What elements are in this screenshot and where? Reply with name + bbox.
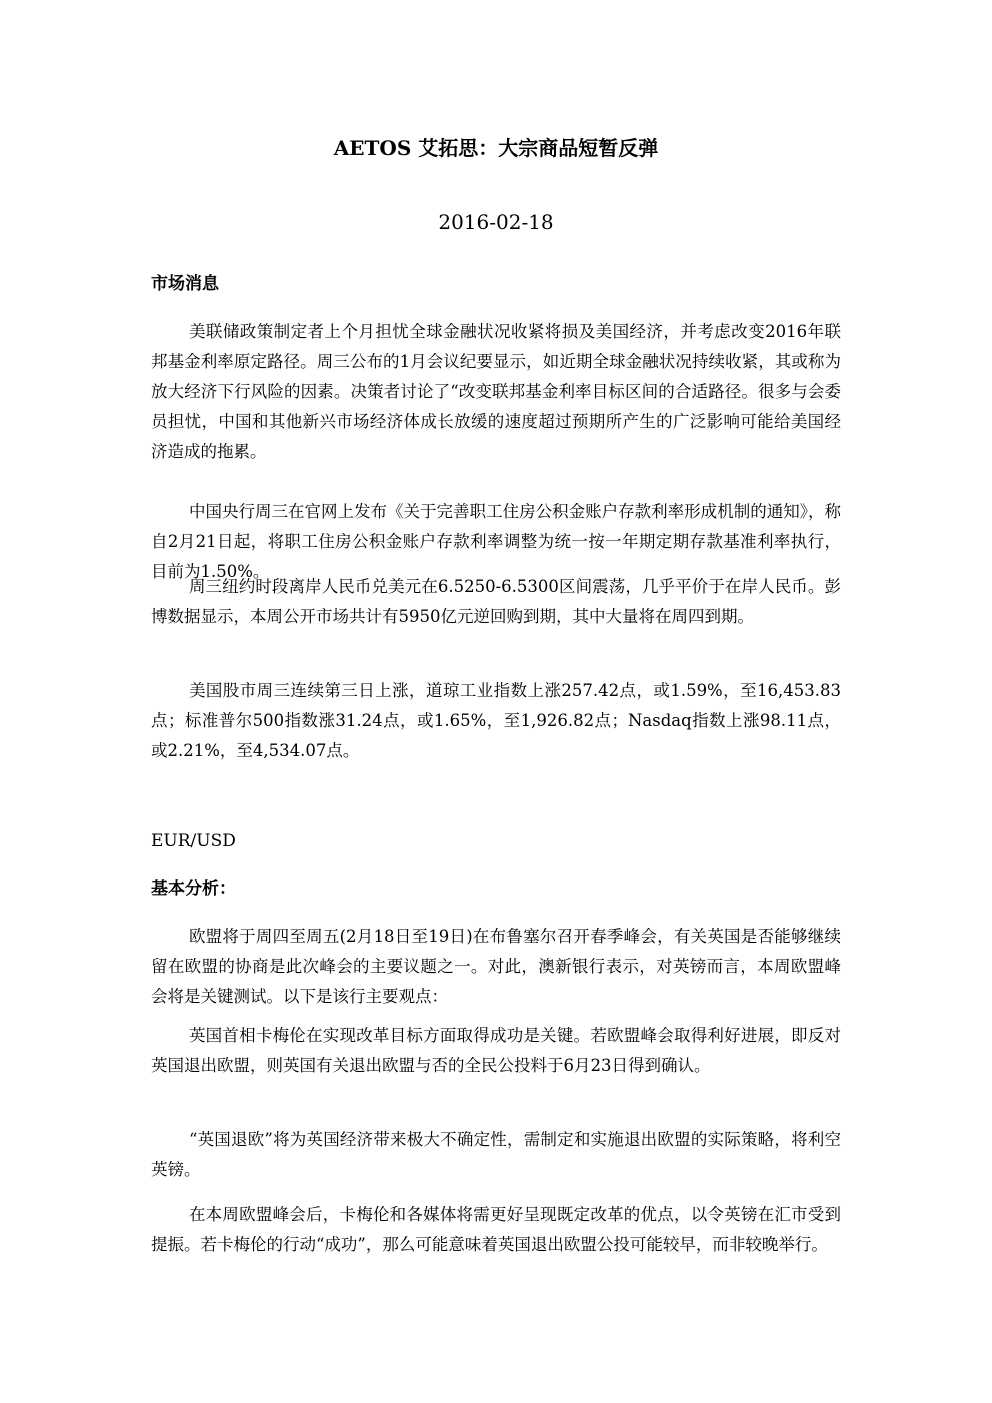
eurusd-paragraph-1: 欧盟将于周四至周五(2月18日至19日)在布鲁塞尔召开春季峰会，有关英国是否能够继续留在欧盟的协商是此次峰会的主要议题之一。对此，澳新银行表示，对英镑而言，本周欧盟峰会将是关键测试。以下是该行主要观点： [151,927,841,1006]
market-paragraph-3: 周三纽约时段离岸人民币兑美元在6.5250-6.5300区间震荡，几乎平价于在岸人民币。彭博数据显示，本周公开市场共计有5950亿元逆回购到期，其中大量将在周四到期。 [151,577,841,626]
currency-pair-label: EUR/USD [151,831,236,851]
fundamental-analysis-heading: 基本分析： [151,879,236,899]
market-paragraph-4: 美国股市周三连续第三日上涨，道琼工业指数上涨257.42点，或1.59%，至16,453.83点；标准普尔500指数涨31.24点，或1.65%，至1,926.82点；Nasdaq指数上涨98.11点，或2.21%，至4,534.07点。 [151,681,841,760]
document-date: 2016-02-18 [438,210,554,234]
eurusd-paragraph-4: 在本周欧盟峰会后，卡梅伦和各媒体将需更好呈现既定改革的优点，以令英镑在汇市受到提振。若卡梅伦的行动“成功”，那么可能意味着英国退出欧盟公投可能较早，而非较晚举行。 [151,1205,841,1254]
market-paragraph-2: 中国央行周三在官网上发布《关于完善职工住房公积金账户存款利率形成机制的通知》，称自2月21日起，将职工住房公积金账户存款利率调整为统一按一年期定期存款基准利率执行，目前为1.50%。 [151,502,841,581]
eurusd-paragraph-2: 英国首相卡梅伦在实现改革目标方面取得成功是关键。若欧盟峰会取得利好进展，即反对英国退出欧盟，则英国有关退出欧盟与否的全民公投料于6月23日得到确认。 [151,1026,841,1075]
document-title: AETOS 艾拓思：大宗商品短暂反弹 [333,136,659,160]
eurusd-paragraph-3: “英国退欧”将为英国经济带来极大不确定性，需制定和实施退出欧盟的实际策略，将利空英镑。 [151,1130,841,1179]
market-news-heading: 市场消息 [151,274,219,294]
market-paragraph-1: 美联储政策制定者上个月担忧全球金融状况收紧将损及美国经济，并考虑改变2016年联邦基金利率原定路径。周三公布的1月会议纪要显示，如近期全球金融状况持续收紧，其或称为放大经济下行风险的因素。决策者讨论了“改变联邦基金利率目标区间的合适路径。很多与会委员担忧，中国和其他新兴市场经济体成长放缓的速度超过预期所产生的广泛影响可能给美国经济造成的拖累。 [151,322,841,461]
